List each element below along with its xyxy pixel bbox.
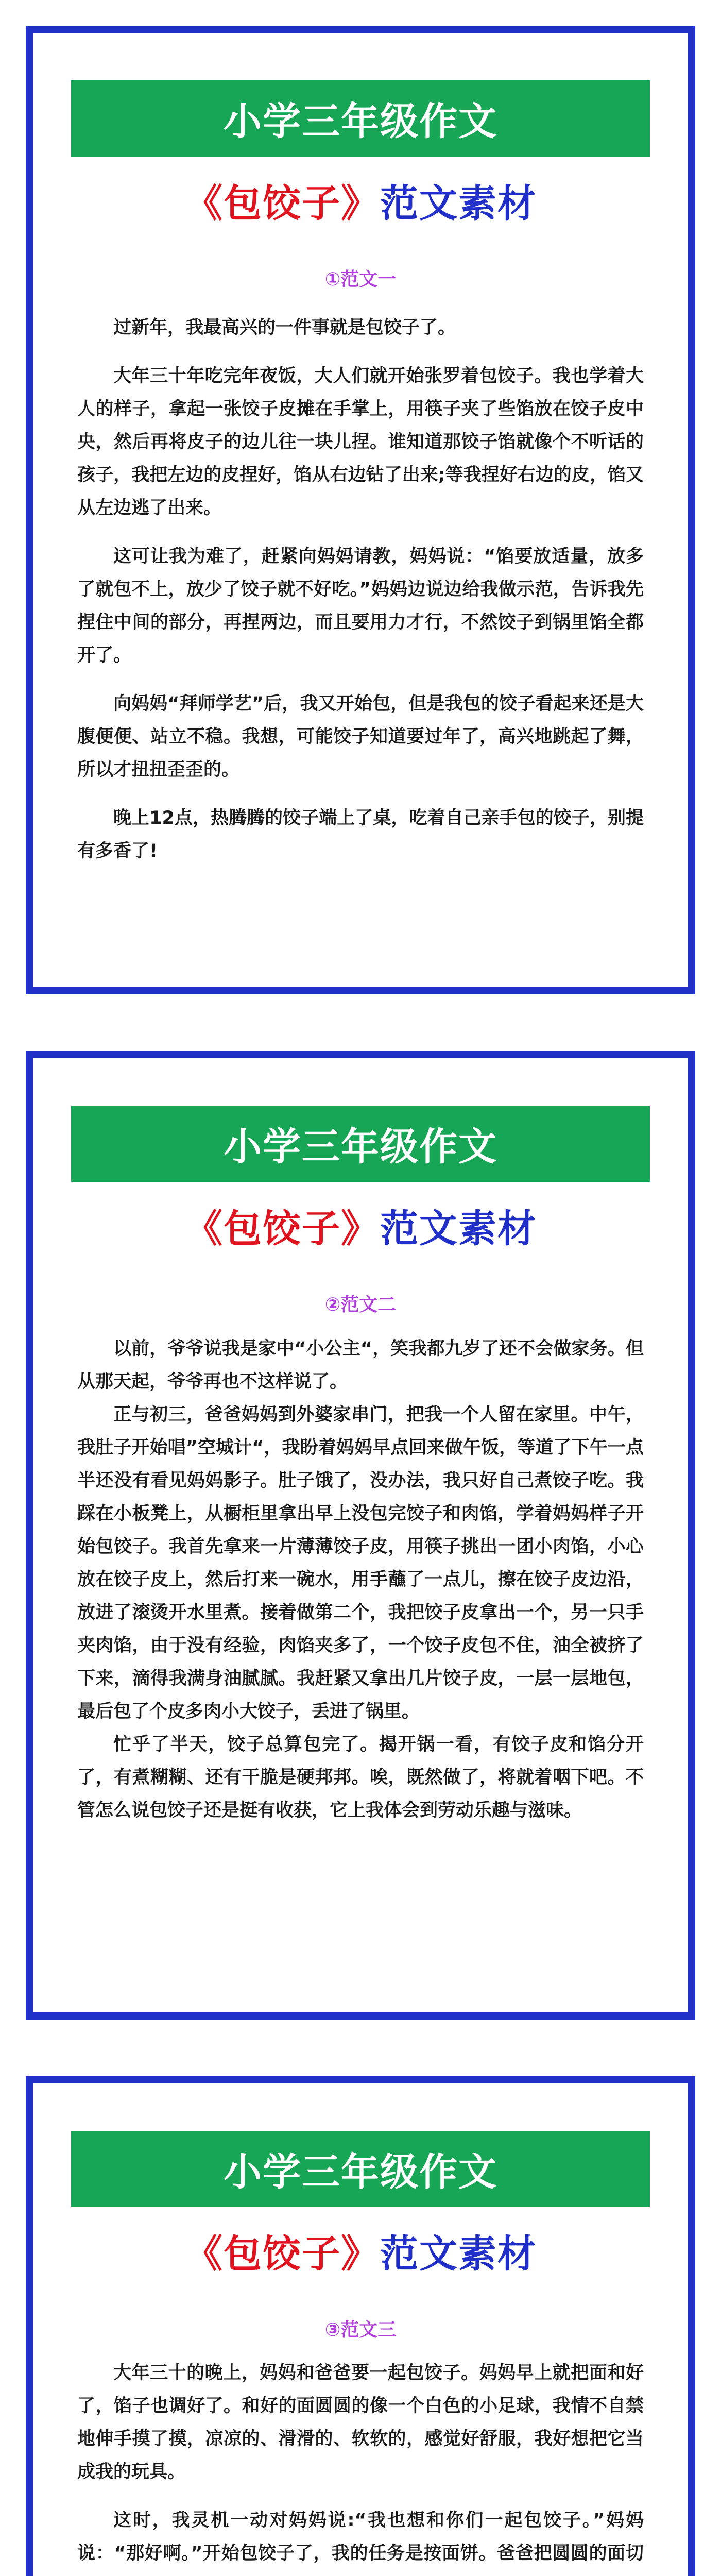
essay-label: ②范文二 [324, 1294, 397, 1315]
paragraph: 正与初三，爸爸妈妈到外婆家串门，把我一个人留在家里。中午，我肚子开始唱”空城计“，我盼着妈妈早点回来做午饭，等道了下午一点半还没有看见妈妈影子。肚子饿了，没办法，我只好自己煮饺子吃。我踩在小板凳上，从橱柜里拿出早上没包完饺子和肉馅，学着妈妈样子开始包饺子。我首先拿来一片薄薄饺子皮，用筷子挑出一团小肉馅，小心放在饺子皮上，然后打来一碗水，用手蘸了一点儿，擦在饺子皮边沿，放进了滚烫开水里煮。接着做第二个，我把饺子皮拿出一个，另一只手夹肉馅，由于没有经验，肉馅夹多了，一个饺子皮包不住，油全被挤了下来，滴得我满身油腻腻。我赶紧又拿出几片饺子皮，一层一层地包，最后包了个皮多肉小大饺子，丢进了锅里。 [77, 1404, 644, 1722]
essay-card-1 [26, 26, 695, 994]
paragraph: 忙乎了半天，饺子总算包完了。揭开锅一看，有饺子皮和馅分开了，有煮糊糊、还有干脆是硬邦邦。唉，既然做了，将就着咽下吧。不管怎么说包饺子还是挺有收获，它上我体会到劳动乐趣与滋味。 [77, 1734, 644, 1821]
essay-body [77, 311, 644, 883]
essay-body [77, 1332, 644, 1827]
section-banner: 小学三年级作文 [71, 80, 650, 157]
paragraph: 大年三十年吃完年夜饭，大人们就开始张罗着包饺子。我也学着大人的样子，拿起一张饺子皮摊在手掌上，用筷子夹了些馅放在饺子皮中央，然后再将皮子的边儿往一块儿捏。谁知道那饺子馅就像个不听话的孩子，我把左边的皮捏好，馅从右边钻了出来;等我捏好右边的皮，馅又从左边逃了出来。 [77, 366, 644, 518]
paragraph: 过新年，我最高兴的一件事就是包饺子了。 [113, 317, 456, 338]
section-subtitle [33, 173, 688, 228]
section-subtitle [33, 1198, 688, 1253]
paragraph: 晚上12点，热腾腾的饺子端上了桌，吃着自己亲手包的饺子，别提有多香了! [77, 808, 644, 861]
subtitle-blue: 范文素材 [380, 181, 537, 226]
essay-card-2 [26, 1051, 695, 2020]
essay-body [77, 2357, 644, 2576]
subtitle-red: 《包饺子》 [184, 2232, 380, 2276]
section-banner: 小学三年级作文 [71, 2131, 650, 2207]
essay-label: ③范文三 [324, 2319, 397, 2341]
essay-label: ①范文一 [324, 269, 397, 290]
paragraph: 向妈妈“拜师学艺”后，我又开始包，但是我包的饺子看起来还是大腹便便、站立不稳。我想，可能饺子知道要过年了，高兴地跳起了舞，所以才扭扭歪歪的。 [77, 693, 644, 780]
section-banner: 小学三年级作文 [71, 1106, 650, 1182]
subtitle-red: 《包饺子》 [184, 181, 380, 226]
paragraph: 大年三十的晚上，妈妈和爸爸要一起包饺子。妈妈早上就把面和好了，馅子也调好了。和好的面圆圆的像一个白色的小足球，我情不自禁地伸手摸了摸，凉凉的、滑滑的、软软的，感觉好舒服，我好想把它当成我的玩具。 [77, 2363, 644, 2482]
paragraph: 以前，爷爷说我是家中“小公主“，笑我都九岁了还不会做家务。但从那天起，爷爷再也不这样说了。 [77, 1338, 644, 1392]
essay-card-3 [26, 2076, 695, 2576]
subtitle-red: 《包饺子》 [184, 1207, 380, 1251]
paragraph: 这时，我灵机一动对妈妈说:“我也想和你们一起包饺子。”妈妈说：“那好啊。”开始包饺子了，我的任务是按面饼。爸爸把圆圆的面切 [77, 2510, 644, 2564]
paragraph: 这可让我为难了，赶紧向妈妈请教，妈妈说：“馅要放适量，放多了就包不上，放少了饺子就不好吃。”妈妈边说边给我做示范，告诉我先捏住中间的部分，再捏两边，而且要用力才行，不然饺子到锅里馅全都开了。 [77, 546, 644, 666]
subtitle-blue: 范文素材 [380, 1207, 537, 1251]
subtitle-blue: 范文素材 [380, 2232, 537, 2276]
section-subtitle [33, 2224, 688, 2278]
